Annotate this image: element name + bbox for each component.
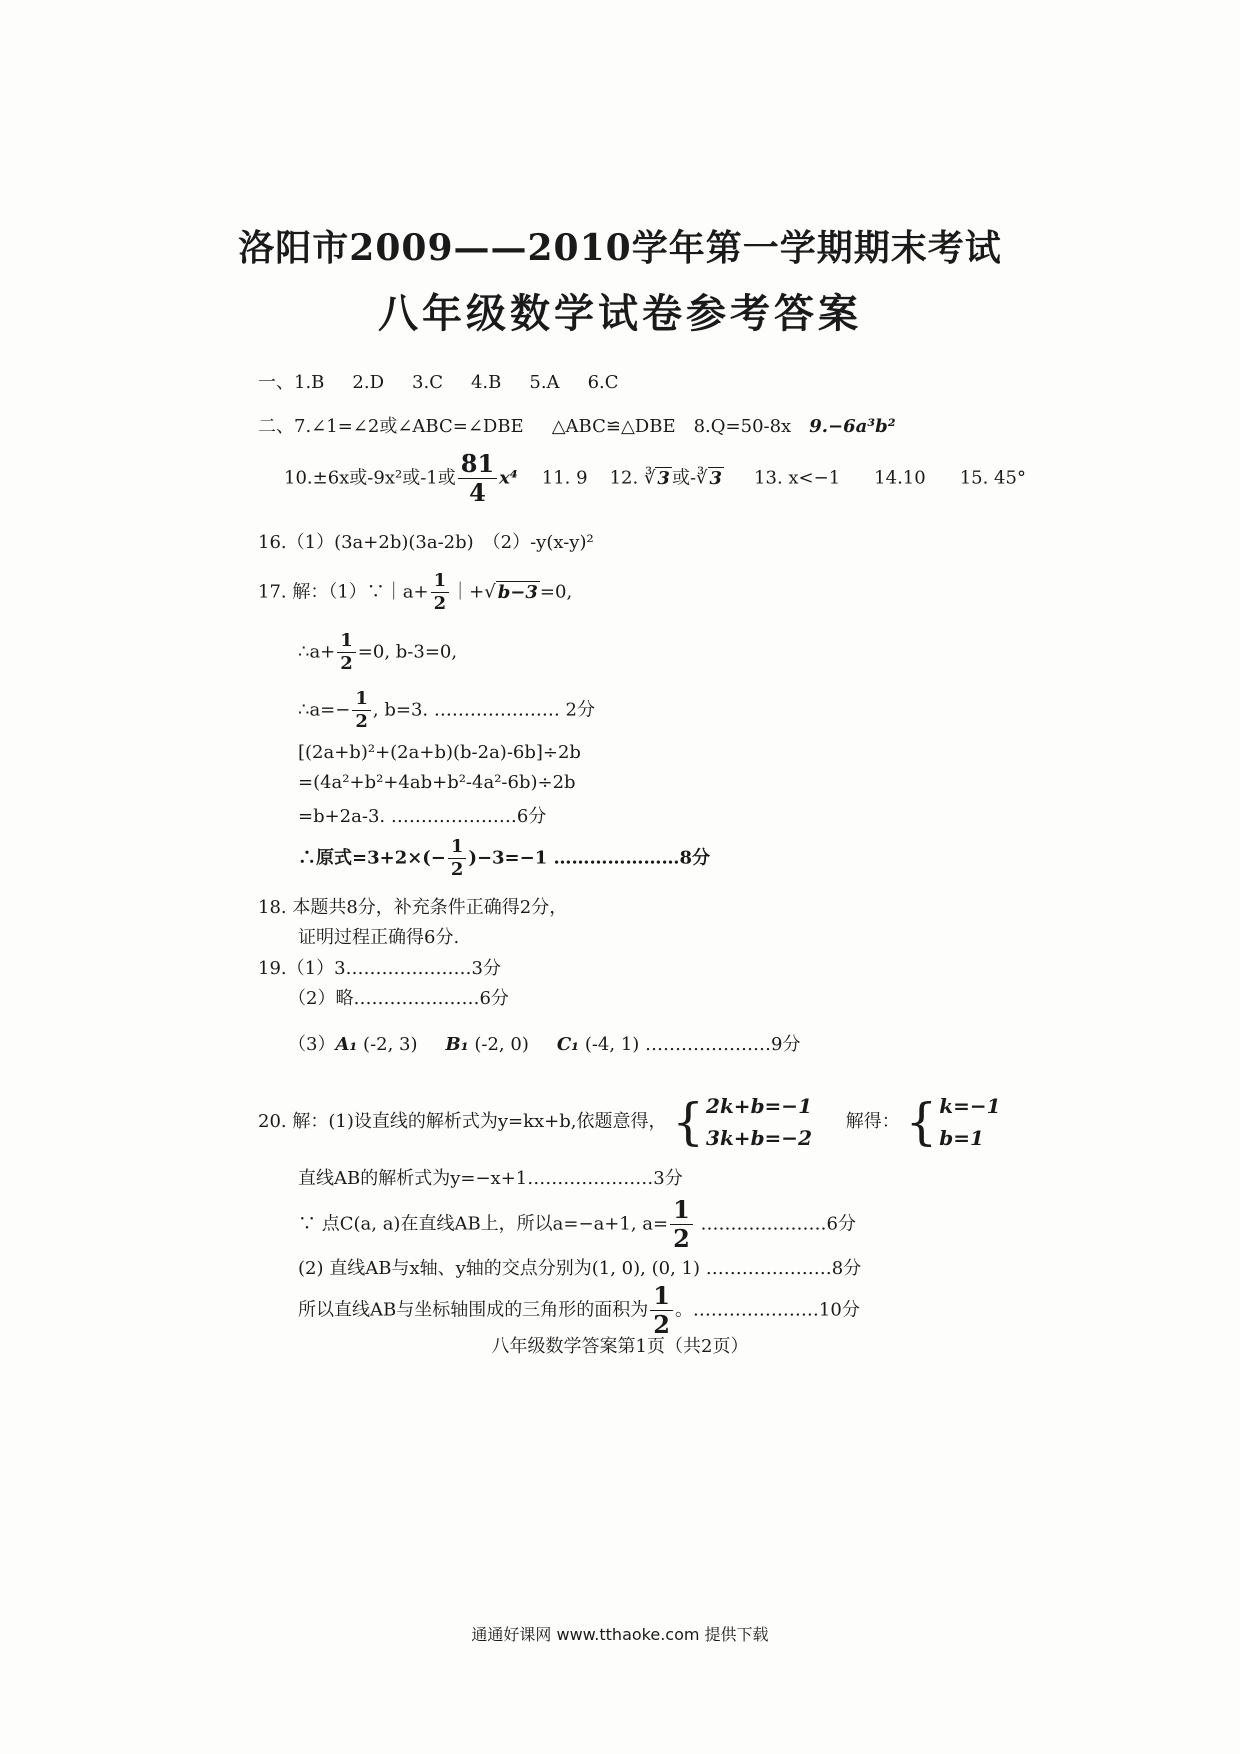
answer-9: 9.−6a³b²: [809, 416, 896, 437]
answer-2: 2.D: [352, 372, 385, 393]
question-20-line-1: 20. 解：(1)设直线的解析式为y=kx+b,依题意得， { 2k+b=−1 3k+b=−2 解得： { k=−1 b=1: [258, 1090, 1001, 1154]
question-19-line-3: （3）A₁ (-2, 3) B₁ (-2, 0) C₁ (-4, 1) …………………9分: [288, 1034, 801, 1055]
question-17-line-3: ∴a=− $\frac{1}{2}$ , b=3. ………………… 2分: [298, 688, 596, 732]
solution-system: { k=−1 b=1: [905, 1090, 1000, 1154]
point-b1-value: (-2, 0): [474, 1034, 529, 1055]
source-credit: 通通好课网 www.tthaoke.com 提供下载: [471, 1625, 769, 1644]
question-17-line-4: [(2a+b)²+(2a+b)(b-2a)-6b]÷2b: [298, 742, 581, 763]
point-a1-label: A₁: [335, 1034, 358, 1055]
question-17-line-2: ∴a+ $\frac{1}{2}$ =0, b-3=0,: [298, 630, 458, 674]
question-18-line-1: 18. 本题共8分，补充条件正确得2分，: [258, 897, 568, 918]
fraction-one-half: $\frac{1}{2}$: [448, 838, 467, 879]
section-2-line-2: [284, 449, 1026, 507]
question-19-line-2: （2）略…………………6分: [288, 988, 509, 1009]
question-20-line-5: 所以直线AB与坐标轴围成的三角形的面积为 $\frac{1}{2}$ 。…………………10分: [298, 1281, 860, 1339]
question-16-answer: 16.（1）(3a+2b)(3a-2b) （2）-y(x-y)²: [258, 532, 594, 553]
question-19-line-1: 19.（1）3…………………3分: [258, 958, 501, 979]
answer-6: 6.C: [587, 372, 619, 393]
answer-12-prefix: 12. ∛: [609, 467, 656, 489]
point-b1-label: B₁: [445, 1034, 469, 1055]
answer-5: 5.A: [529, 372, 560, 393]
answer-12-radicand-1: 3: [657, 467, 670, 489]
equation-2: 3k+b=−2: [706, 1126, 812, 1150]
answer-8: 8.Q=50-8x: [693, 416, 792, 437]
point-c1-value: (-4, 1) …………………9分: [584, 1034, 801, 1055]
answer-1: 1.B: [294, 372, 325, 393]
answer-10-fraction: $\frac{81}{4}$: [458, 452, 497, 505]
answer-15: 15. 45°: [959, 467, 1026, 489]
answer-key-title: 八年级数学试卷参考答案: [378, 290, 862, 337]
page-footer: 八年级数学答案第1页（共2页）: [491, 1336, 749, 1357]
section-2-label: 二、: [258, 416, 294, 437]
solve-label: 解得：: [845, 1111, 900, 1132]
answer-14: 14.10: [874, 467, 926, 489]
section-1-answers: [258, 368, 619, 394]
answer-13: 13. x<−1: [754, 467, 841, 489]
point-a1-value: (-2, 3): [363, 1034, 418, 1055]
answer-11: 11. 9: [541, 467, 588, 489]
fraction-one-half: $\frac{1}{2}$: [670, 1198, 693, 1251]
exam-title: 洛阳市2009——2010学年第一学期期末考试: [238, 227, 1002, 269]
question-17-line-1: 17. 解：（1）∵｜a+ $\frac{1}{2}$ ｜+√ b−3 =0,: [258, 570, 573, 614]
question-20-line-4: (2) 直线AB与x轴、y轴的交点分别为(1, 0), (0, 1) …………………8分: [298, 1258, 862, 1279]
question-17-line-5: =(4a²+b²+4ab+b²-4a²-6b)÷2b: [298, 772, 576, 793]
answer-12-mid: 或-∛: [671, 467, 708, 489]
answer-3: 3.C: [412, 372, 443, 393]
fraction-one-half: $\frac{1}{2}$: [431, 572, 450, 613]
radicand-b-minus-3: b−3: [497, 581, 538, 603]
fraction-one-half: $\frac{1}{2}$: [352, 690, 371, 731]
question-20-line-3: ∵ 点C(a, a)在直线AB上，所以a=−a+1, a= $\frac{1}{2}$ …………………6分: [298, 1195, 856, 1253]
answer-4: 4.B: [470, 372, 502, 393]
solution-1: k=−1: [939, 1094, 1001, 1118]
equation-1: 2k+b=−1: [706, 1094, 812, 1118]
section-1-label: 一、: [258, 372, 294, 393]
question-18-line-2: 证明过程正确得6分.: [298, 927, 460, 948]
question-17-line-7: ∴原式=3+2×(− $\frac{1}{2}$ )−3=−1 …………………8分: [298, 836, 711, 880]
answer-7: 7.∠1=∠2或∠ABC=∠DBE: [294, 416, 524, 437]
fraction-one-half: $\frac{1}{2}$: [337, 632, 356, 673]
answer-7-congruence: △ABC≌△DBE: [551, 416, 676, 437]
point-c1-label: C₁: [556, 1034, 580, 1055]
answer-12-radicand-2: 3: [709, 467, 723, 489]
fraction-one-half: $\frac{1}{2}$: [650, 1284, 673, 1337]
answer-10-prefix: 10.±6x或-9x²或-1或: [284, 467, 456, 489]
question-17-line-6: =b+2a-3. …………………6分: [298, 806, 547, 827]
section-2-line-1: [258, 412, 896, 438]
solution-2: b=1: [939, 1126, 984, 1150]
equation-system: { 2k+b=−1 3k+b=−2: [672, 1090, 812, 1154]
answer-10-power: x⁴: [499, 467, 518, 489]
question-20-line-2: 直线AB的解析式为y=−x+1…………………3分: [298, 1168, 683, 1189]
